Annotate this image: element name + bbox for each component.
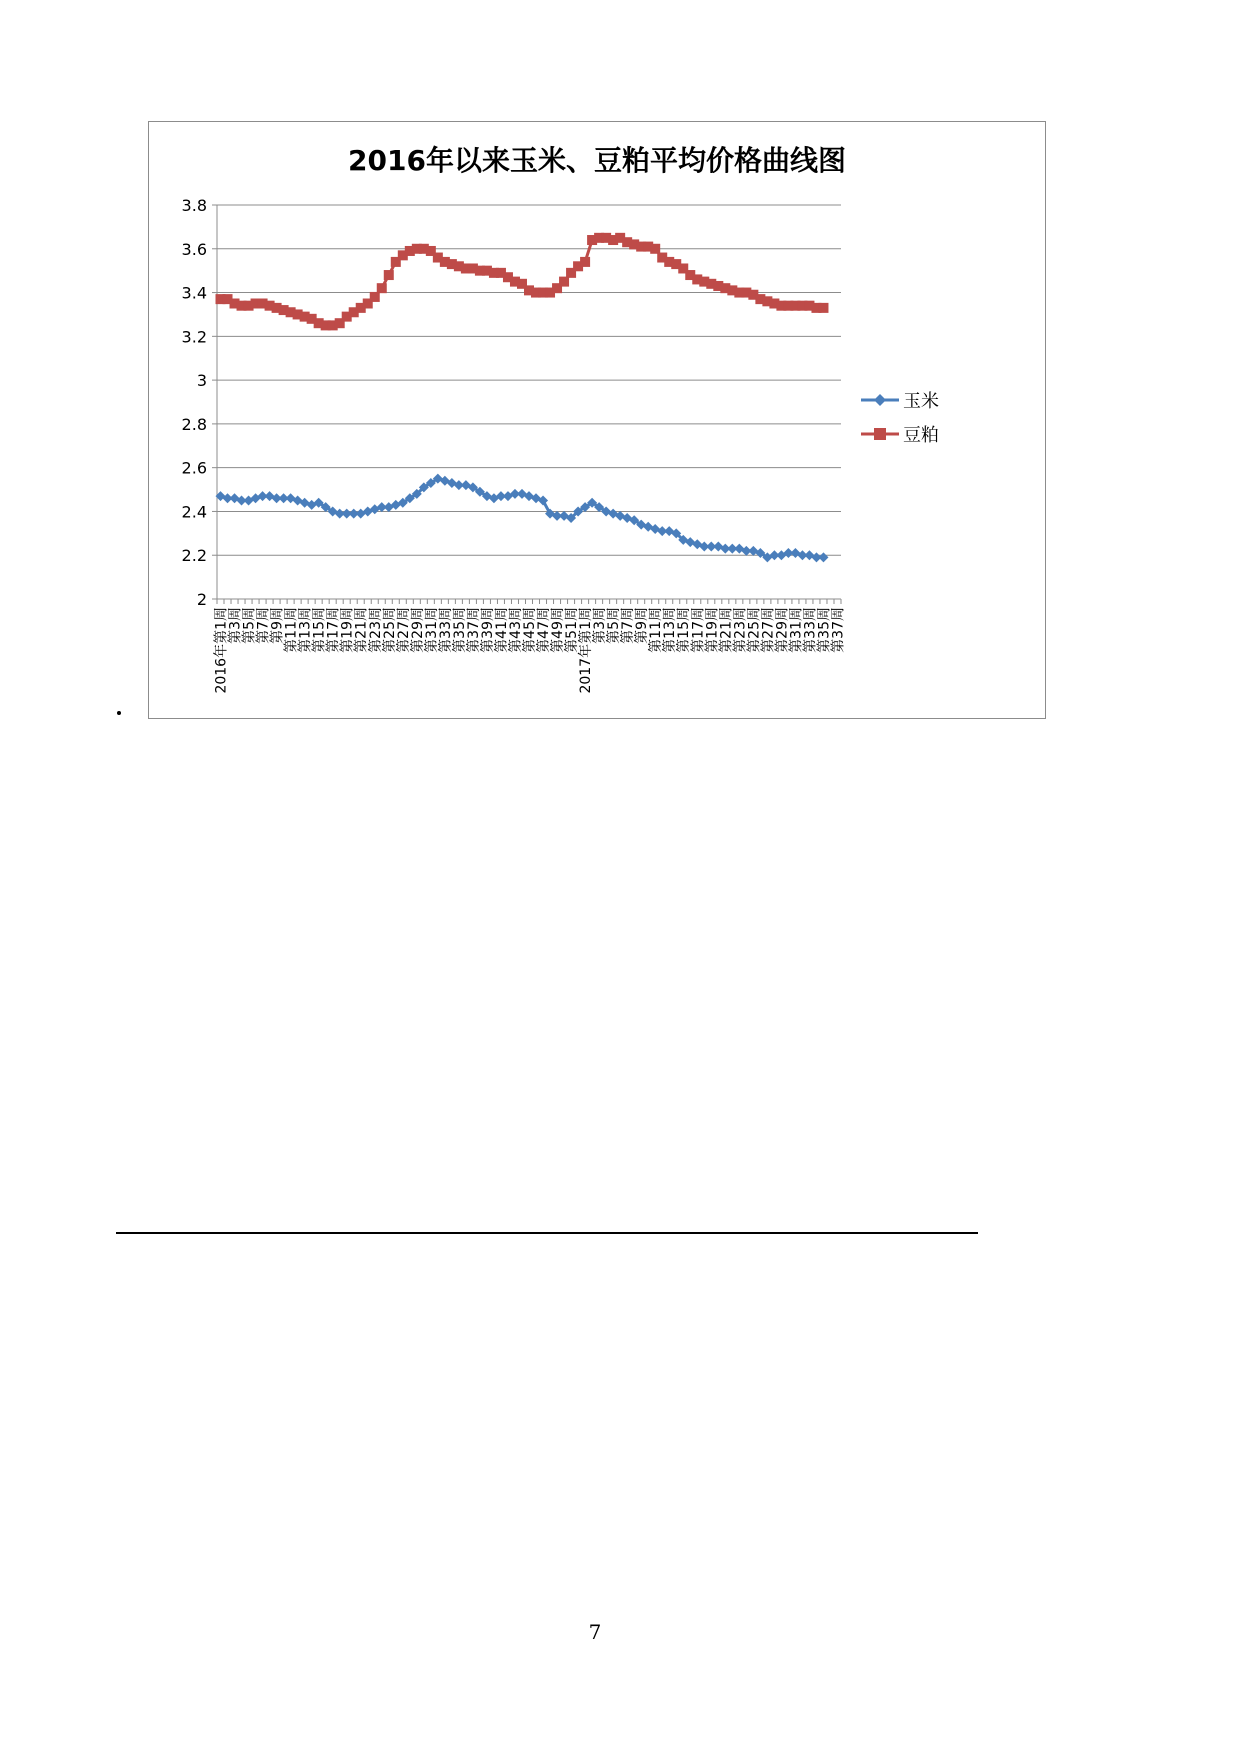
x-tick-label: 第51周 <box>564 607 581 653</box>
page-number: 7 <box>588 1620 602 1644</box>
x-tick-label: 第11周 <box>283 607 300 653</box>
legend <box>861 391 939 446</box>
x-tick-label: 第33周 <box>802 607 819 653</box>
x-tick-label: 第11周 <box>648 607 665 653</box>
series-corn <box>216 474 829 563</box>
series <box>216 233 829 563</box>
x-tick-label: 第21周 <box>718 607 735 653</box>
chart-frame <box>148 121 1046 719</box>
y-tick-label: 3.8 <box>181 196 207 215</box>
y-tick-label: 2 <box>196 590 207 609</box>
x-tick-label: 第41周 <box>493 607 510 653</box>
x-tick-label: 第9周 <box>269 607 286 644</box>
y-tick-label: 3.2 <box>181 327 207 347</box>
x-tick-label: 第49周 <box>550 607 567 653</box>
x-tick-label: 第45周 <box>522 607 538 653</box>
x-tick-label: 第35周 <box>451 607 468 653</box>
x-tick-label: 第17周 <box>690 607 707 653</box>
y-tick-label: 2.4 <box>181 502 207 522</box>
x-tick-label: 第23周 <box>367 607 384 653</box>
line-chart <box>149 122 1045 718</box>
series-soymeal <box>216 233 829 331</box>
x-tick-label: 第9周 <box>634 607 651 644</box>
x-tick-label: 第27周 <box>760 607 777 653</box>
data-point <box>650 244 660 254</box>
x-tick-label: 第7周 <box>620 607 637 644</box>
x-tick-label: 第21周 <box>353 607 370 653</box>
x-tick-label: 第43周 <box>507 607 524 653</box>
x-tick-label: 第15周 <box>676 607 693 653</box>
data-point <box>818 303 828 313</box>
y-axis-ticks <box>182 196 207 609</box>
x-tick-label: 第47周 <box>536 607 553 653</box>
x-axis-ticks <box>213 607 847 694</box>
data-point <box>377 283 387 293</box>
x-tick-label: 第5周 <box>606 607 623 644</box>
bullet-dot <box>117 711 121 715</box>
axes <box>212 205 841 604</box>
x-tick-label: 第31周 <box>423 607 440 653</box>
x-tick-label: 第19周 <box>704 607 721 653</box>
legend-marker <box>874 428 886 440</box>
x-tick-label: 第35周 <box>816 607 833 653</box>
x-tick-label: 第25周 <box>381 607 398 653</box>
legend-label: 豆粕 <box>903 425 939 446</box>
x-tick-label: 第27周 <box>395 607 412 653</box>
data-point <box>370 292 380 302</box>
x-tick-label: 第23周 <box>732 607 749 653</box>
x-tick-label: 第19周 <box>339 607 356 653</box>
x-tick-label: 2016年第1周 <box>213 607 230 694</box>
chart-title: 2016年以来玉米、豆粕平均价格曲线图 <box>348 144 846 177</box>
data-point <box>580 257 590 267</box>
x-tick-label: 第37周 <box>465 607 482 653</box>
y-tick-label: 3.6 <box>181 239 207 259</box>
x-tick-label: 第25周 <box>746 607 763 653</box>
legend-item <box>861 391 939 412</box>
y-tick-label: 3 <box>196 371 207 391</box>
x-tick-label: 第13周 <box>297 607 314 653</box>
legend-item <box>861 425 939 446</box>
x-tick-label: 第7周 <box>255 607 272 644</box>
x-tick-label: 第5周 <box>241 607 258 644</box>
x-tick-label: 第13周 <box>662 607 679 653</box>
footnote-rule <box>116 1232 978 1234</box>
y-tick-label: 2.8 <box>181 414 207 434</box>
x-tick-label: 第29周 <box>409 607 426 653</box>
data-point <box>818 552 828 562</box>
y-tick-label: 2.2 <box>181 546 207 566</box>
y-tick-label: 3.4 <box>181 283 207 303</box>
x-tick-label: 第15周 <box>311 607 328 653</box>
legend-marker <box>874 394 886 406</box>
data-point <box>384 270 394 280</box>
x-tick-label: 第39周 <box>479 607 496 653</box>
x-tick-label: 第17周 <box>325 607 342 653</box>
x-tick-label: 第37周 <box>830 607 847 653</box>
x-tick-label: 第3周 <box>592 607 609 644</box>
legend-label: 玉米 <box>903 391 939 412</box>
y-tick-label: 2.6 <box>181 458 207 478</box>
x-tick-label: 第29周 <box>774 607 791 653</box>
data-point <box>559 277 569 287</box>
x-tick-label: 第3周 <box>227 607 244 644</box>
x-tick-label: 第31周 <box>788 607 805 653</box>
x-tick-label: 2017年第1周 <box>578 607 595 694</box>
x-tick-label: 第33周 <box>437 607 454 653</box>
